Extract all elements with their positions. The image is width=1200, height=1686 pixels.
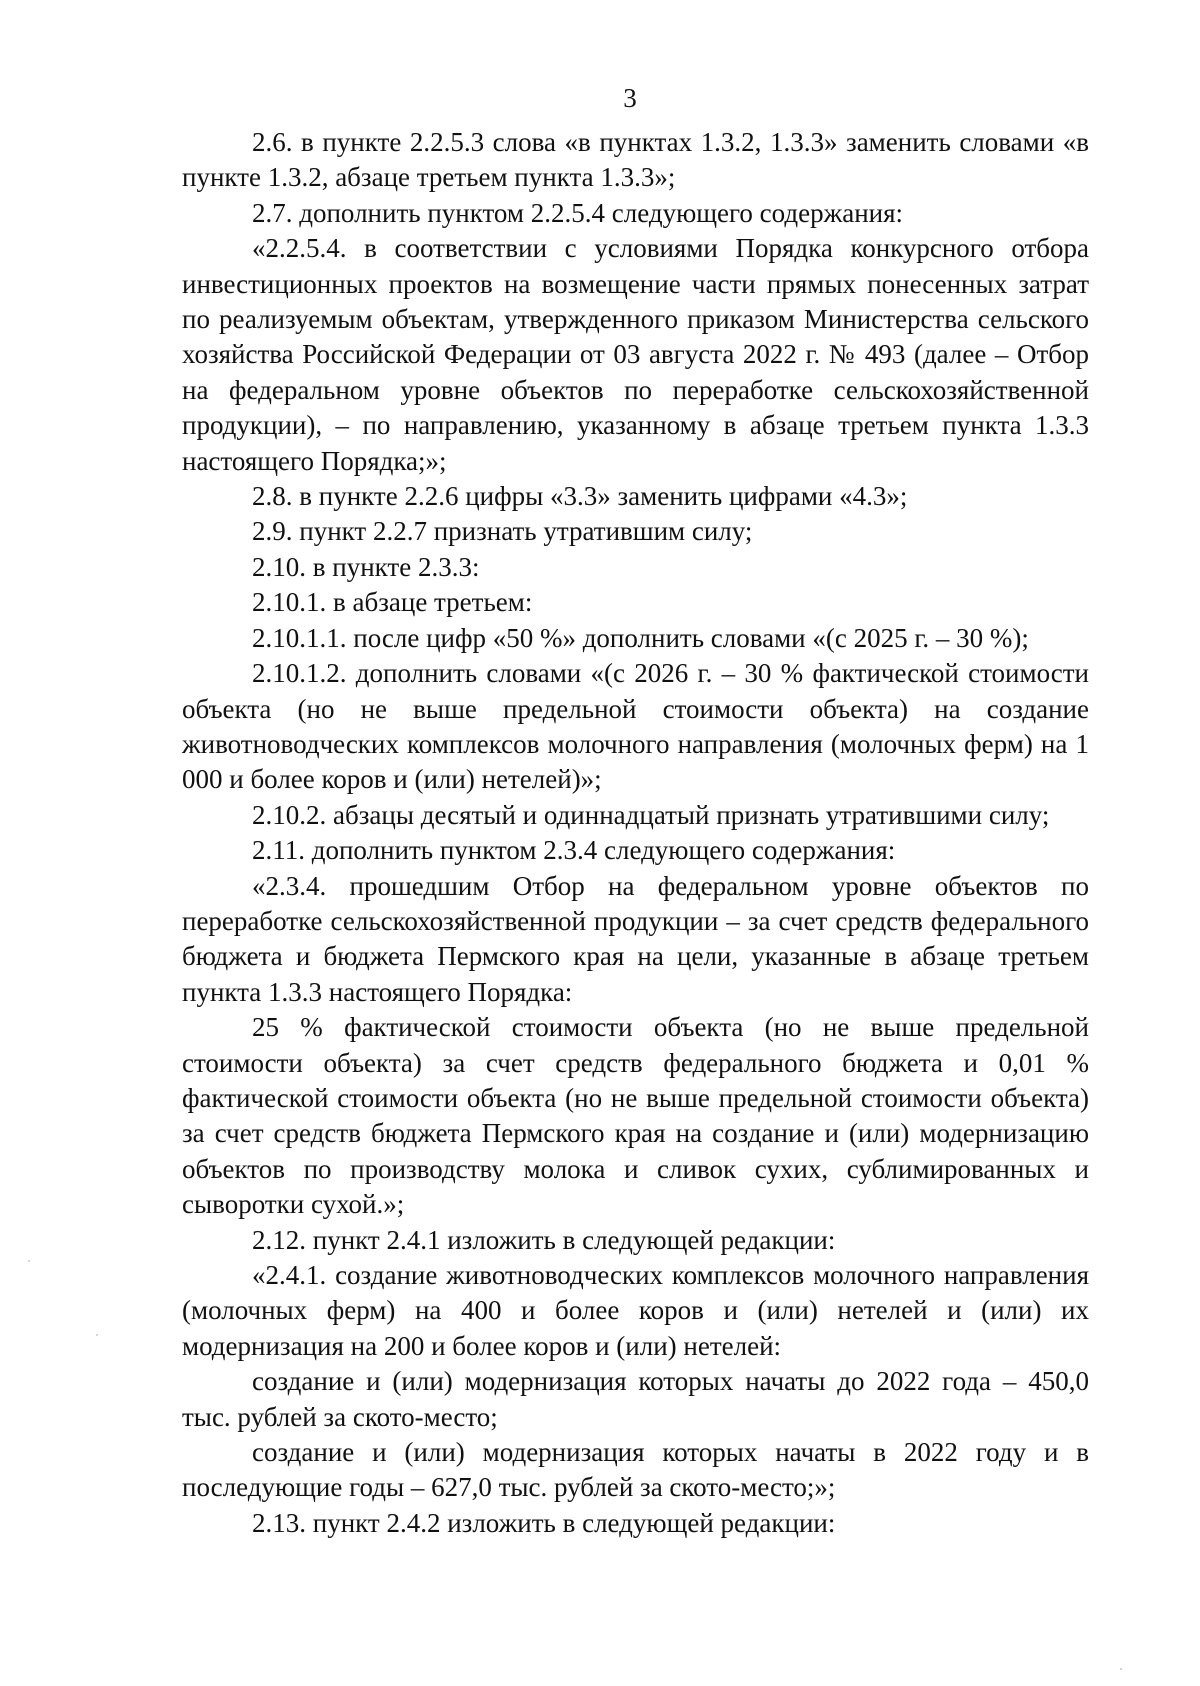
paragraph-2-2-5-4: «2.2.5.4. в соответствии с условиями Порядка конкурсного отбора инвестиционных проектов на возмещение части прямых понесенных затрат по реализуемым объектам, утвержденного приказом Министерства сельского хозяйства Российской Федерации от 03 августа 2022 г. № 493 (далее – Отбор на федеральном уровне объектов по переработке сельскохозяйственной продукции), – по направлению, указанному в абзаце третьем пункта 1.3.3 настоящего Порядка;»; <box>182 233 1089 476</box>
scan-speck <box>1120 1668 1122 1670</box>
scan-speck <box>28 1260 30 1262</box>
paragraph-2-9: 2.9. пункт 2.2.7 признать утратившим силу; <box>252 516 753 547</box>
paragraph-2-8: 2.8. в пункте 2.2.6 цифры «3.3» заменить цифрами «4.3»; <box>252 481 908 512</box>
paragraph-2-7: 2.7. дополнить пунктом 2.2.5.4 следующего содержания: <box>252 197 904 228</box>
paragraph-2-11: 2.11. дополнить пунктом 2.3.4 следующего содержания: <box>252 835 896 866</box>
paragraph-from-2022: создание и (или) модернизация которых начаты в 2022 году и в последующие годы – 627,0 тыс. рублей за ското-место;»; <box>182 1437 1089 1503</box>
paragraph-2-12: 2.12. пункт 2.4.1 изложить в следующей редакции: <box>252 1224 836 1255</box>
scan-speck <box>96 1334 98 1336</box>
paragraph-2-13: 2.13. пункт 2.4.2 изложить в следующей редакции: <box>252 1507 836 1538</box>
paragraph-2-10-1: 2.10.1. в абзаце третьем: <box>252 587 533 618</box>
paragraph-2-3-4: «2.3.4. прошедшим Отбор на федеральном уровне объектов по переработке сельскохозяйственной продукции – за счет средств федерального бюджета и бюджета Пермского края на цели, указанные в абзаце третьем пункта 1.3.3 настоящего Порядка: <box>182 870 1089 1007</box>
document-body <box>182 125 1089 1541</box>
paragraph-2-4-1: «2.4.1. создание животноводческих комплексов молочного направления (молочных ферм) на 400 и более коров и (или) нетелей и (или) их модернизация на 200 и более коров и (или) нетелей: <box>182 1260 1089 1361</box>
paragraph-25-percent: 25 % фактической стоимости объекта (но не выше предельной стоимости объекта) за счет средств федерального бюджета и 0,01 % фактической стоимости объекта (но не выше предельной стоимости объекта) за счет средств бюджета Пермского края на создание и (или) модернизацию объектов по производству молока и сливок сухих, сублимированных и сыворотки сухой.»; <box>182 1012 1089 1220</box>
paragraph-2-10: 2.10. в пункте 2.3.3: <box>252 551 480 582</box>
paragraph-2-6: 2.6. в пункте 2.2.5.3 слова «в пунктах 1.3.2, 1.3.3» заменить словами «в пункте 1.3.2, абзаце третьем пункта 1.3.3»; <box>182 127 1089 193</box>
paragraph-2-10-1-2: 2.10.1.2. дополнить словами «(с 2026 г. – 30 % фактической стоимости объекта (но не выше предельной стоимости объекта) на создание животноводческих комплексов молочного направления (молочных ферм) на 1 000 и более коров и (или) нетелей)»; <box>182 658 1089 795</box>
paragraph-2-10-1-1: 2.10.1.1. после цифр «50 %» дополнить словами «(с 2025 г. – 30 %); <box>252 622 1029 653</box>
page-number: 3 <box>623 83 637 113</box>
paragraph-before-2022: создание и (или) модернизация которых начаты до 2022 года – 450,0 тыс. рублей за ското-место; <box>182 1366 1089 1432</box>
paragraph-2-10-2: 2.10.2. абзацы десятый и одиннадцатый признать утратившими силу; <box>252 799 1050 830</box>
